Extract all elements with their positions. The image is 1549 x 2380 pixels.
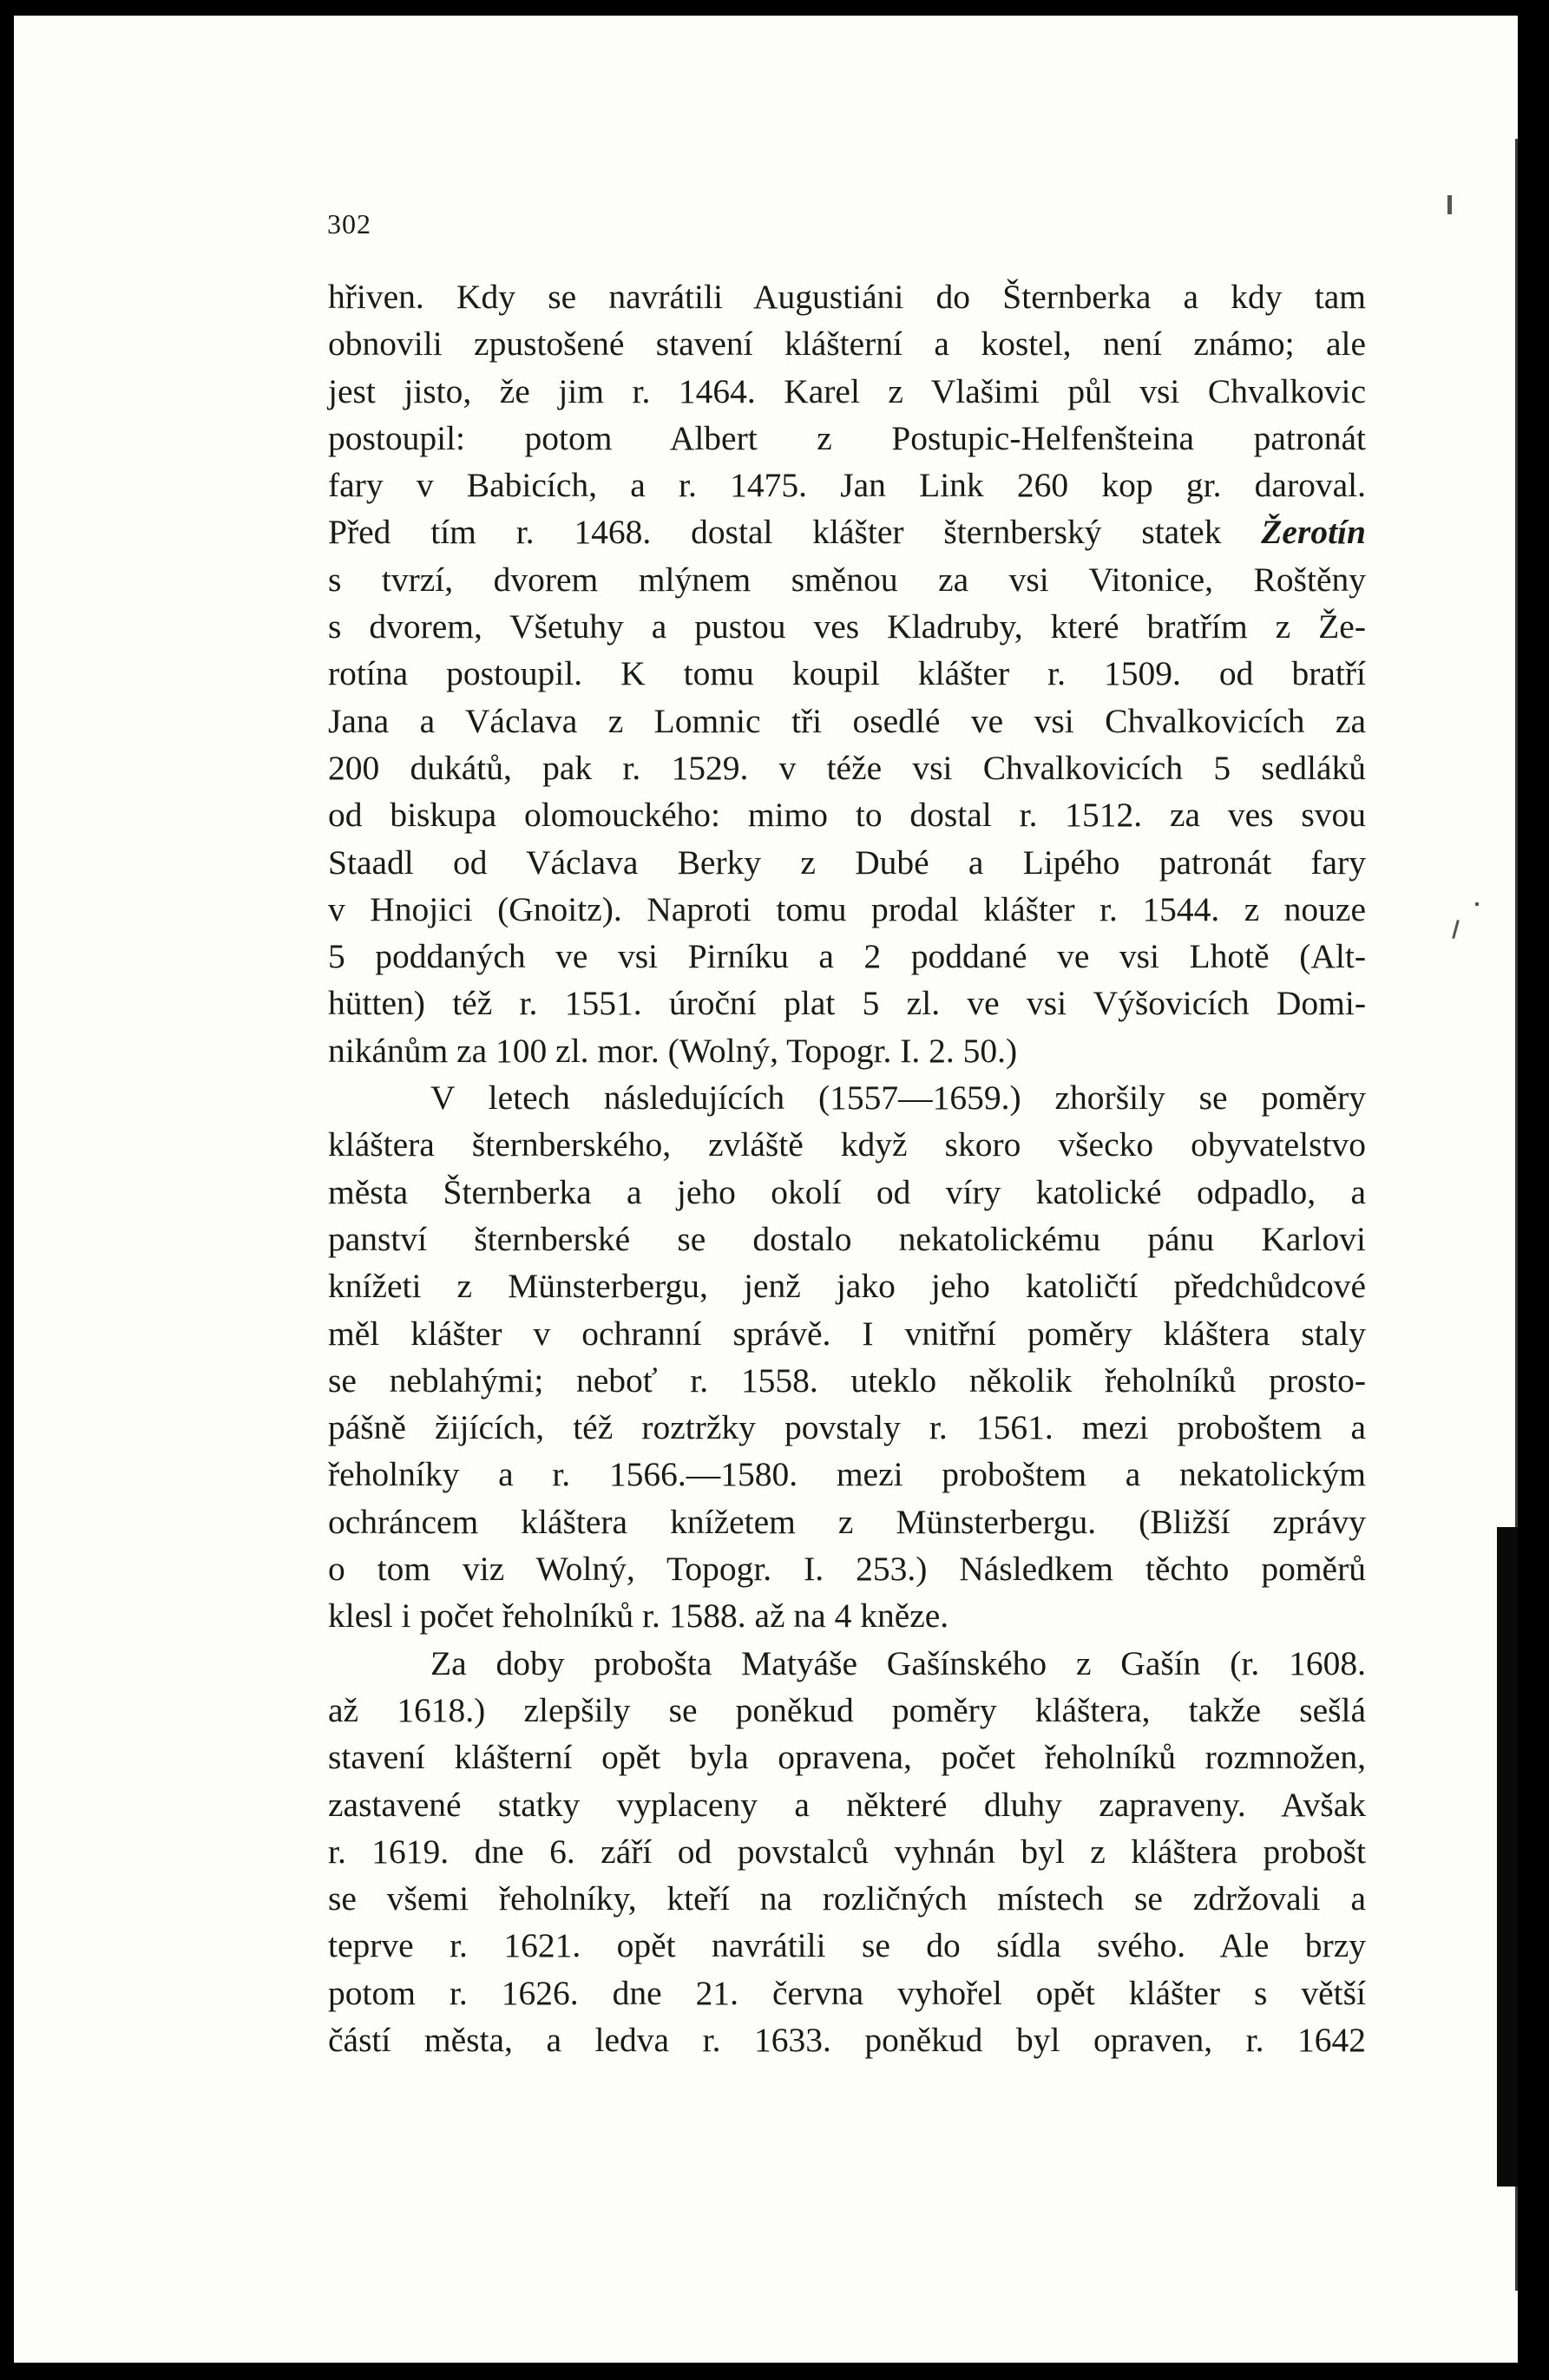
text-line: [328, 1781, 1366, 1828]
text-line: [328, 1451, 1366, 1498]
text-line: [328, 1498, 1366, 1545]
text-line-content: r. 1619. dne 6. září od povstalců vyhnán byl z kláštera probošt: [328, 1832, 1366, 1871]
text-line-content: teprve r. 1621. opět navrátili se do sídla svého. Ale brzy: [328, 1926, 1366, 1965]
body-text: [328, 273, 1366, 2063]
text-line-content: se neblahými; neboť r. 1558. uteklo několik řeholníků prosto-: [328, 1360, 1366, 1400]
text-line: [328, 273, 1366, 320]
text-line: [328, 1970, 1366, 2016]
text-line: [328, 1074, 1366, 1121]
text-line: [328, 791, 1366, 838]
text-line-content: Jana a Václava z Lomnic tři osedlé ve vsi Chvalkovicích za: [328, 701, 1366, 740]
text-line-content: 200 dukátů, pak r. 1529. v téže vsi Chvalkovicích 5 sedláků: [328, 748, 1366, 787]
text-line: [328, 1640, 1366, 1687]
text-line: [328, 1687, 1366, 1734]
scan-speck: [1475, 902, 1479, 906]
text-line-content: V letech následujících (1557—1659.) zhoršily se poměry: [430, 1079, 1366, 1118]
text-line-content: postoupil: potom Albert z Postupic-Helfenšteina patronát: [328, 418, 1366, 457]
text-line: [328, 1592, 1366, 1639]
text-line: [328, 1545, 1366, 1592]
text-line: [328, 368, 1366, 415]
text-line-content: pášně žijících, též roztržky povstaly r. 1561. mezi proboštem a: [328, 1408, 1366, 1447]
text-line-content: Za doby probošta Matyáše Gašínského z Gašín (r. 1608.: [430, 1643, 1366, 1682]
scanned-page: [14, 16, 1518, 2363]
text-line: [328, 650, 1366, 697]
text-line: [328, 698, 1366, 744]
text-line: [328, 1310, 1366, 1357]
text-line-content: potom r. 1626. dne 21. června vyhořel opět klášter s větší: [328, 1973, 1366, 2012]
text-line: [328, 980, 1366, 1026]
text-line: [328, 1922, 1366, 1969]
text-line: [328, 1216, 1366, 1262]
text-line-content: od biskupa olomouckého: mimo to dostal r. 1512. za ves svou: [328, 796, 1366, 835]
text-line-content: nikánům za 100 zl. mor. (Wolný, Topogr. I. 2. 50.): [328, 1031, 1018, 1070]
text-line-content: 5 poddaných ve vsi Pirníku a 2 poddané ve vsi Lhotě (Alt-: [328, 937, 1366, 976]
text-line-content: fary v Babicích, a r. 1475. Jan Link 260 kop gr. daroval.: [328, 466, 1366, 505]
text-line: [328, 839, 1366, 886]
text-line-content: panství šternberské se dostalo nekatolickému pánu Karlovi: [328, 1219, 1366, 1258]
text-line-content: města Šternberka a jeho okolí od víry katolické odpadlo, a: [328, 1172, 1366, 1211]
text-line: [328, 556, 1366, 603]
text-line-content: zastavené statky vyplaceny a některé dluhy zapraveny. Avšak: [328, 1785, 1366, 1824]
text-line: [328, 1027, 1366, 1074]
text-line-content: o tom viz Wolný, Topogr. I. 253.) Následkem těchto poměrů: [328, 1550, 1366, 1589]
text-line: [328, 1734, 1366, 1780]
text-line-content: řeholníky a r. 1566.—1580. mezi proboštem a nekatolickým: [328, 1455, 1366, 1494]
italic-name: Žerotín: [1261, 513, 1366, 552]
page-edge-mark: [1497, 1527, 1518, 2187]
text-line-content: hřiven. Kdy se navrátili Augustiáni do Šternberka a kdy tam: [328, 278, 1366, 316]
text-line-content: Před tím r. 1468. dostal klášter šternberský statek: [328, 513, 1222, 552]
text-line: [328, 508, 1366, 555]
text-line-content: rotína postoupil. K tomu koupil klášter r. 1509. od bratří: [328, 654, 1366, 693]
text-line-content: měl klášter v ochranní správě. I vnitřní poměry kláštera staly: [328, 1314, 1366, 1353]
text-line: [328, 2016, 1366, 2063]
page-number: 302: [327, 208, 371, 239]
text-line-content: Staadl od Václava Berky z Dubé a Lipého patronát fary: [328, 843, 1366, 882]
text-line: [328, 462, 1366, 508]
text-line-content: obnovili zpustošené stavení klášterní a kostel, není známo; ale: [328, 325, 1366, 364]
text-line: [328, 1828, 1366, 1875]
text-line: [328, 415, 1366, 462]
text-line-content: hütten) též r. 1551. úroční plat 5 zl. ve vsi Výšovicích Domi-: [328, 984, 1366, 1023]
text-line-content: s dvorem, Všetuhy a pustou ves Kladruby, které bratřím z Že-: [328, 607, 1366, 646]
text-line-content: jest jisto, že jim r. 1464. Karel z Vlašimi půl vsi Chvalkovic: [328, 371, 1366, 410]
text-line: [328, 1262, 1366, 1309]
text-line-content: v Hnojici (Gnoitz). Naproti tomu prodal klášter r. 1544. z nouze: [328, 889, 1366, 928]
text-line-content: ochráncem kláštera knížetem z Münsterbergu. (Bližší zprávy: [328, 1502, 1366, 1541]
text-line: [328, 1404, 1366, 1451]
text-line-content: kláštera šternberského, zvláště když skoro všecko obyvatelstvo: [328, 1125, 1366, 1164]
text-line: [328, 1357, 1366, 1404]
text-line-content: až 1618.) zlepšily se poněkud poměry kláštera, takže sešlá: [328, 1690, 1366, 1729]
text-line: [328, 1121, 1366, 1168]
text-line: [328, 744, 1366, 791]
text-line-content: stavení klášterní opět byla opravena, počet řeholníků rozmnožen,: [328, 1738, 1366, 1777]
text-line: [328, 1875, 1366, 1922]
scan-speck: [1447, 195, 1452, 214]
text-line-content: se všemi řeholníky, kteří na rozličných místech se zdržovali a: [328, 1879, 1366, 1918]
text-line: [328, 320, 1366, 367]
text-line: [328, 603, 1366, 650]
text-line-content: knížeti z Münsterbergu, jenž jako jeho katoličtí předchůdcové: [328, 1267, 1366, 1306]
text-line: [328, 1169, 1366, 1216]
text-line-content: částí města, a ledva r. 1633. poněkud byl opraven, r. 1642: [328, 2020, 1366, 2059]
text-line: [328, 886, 1366, 933]
text-line-content: klesl i počet řeholníků r. 1588. až na 4 kněze.: [328, 1597, 949, 1636]
text-line-content: s tvrzí, dvorem mlýnem směnou za vsi Vitonice, Roštěny: [328, 560, 1366, 599]
text-line: [328, 933, 1366, 980]
